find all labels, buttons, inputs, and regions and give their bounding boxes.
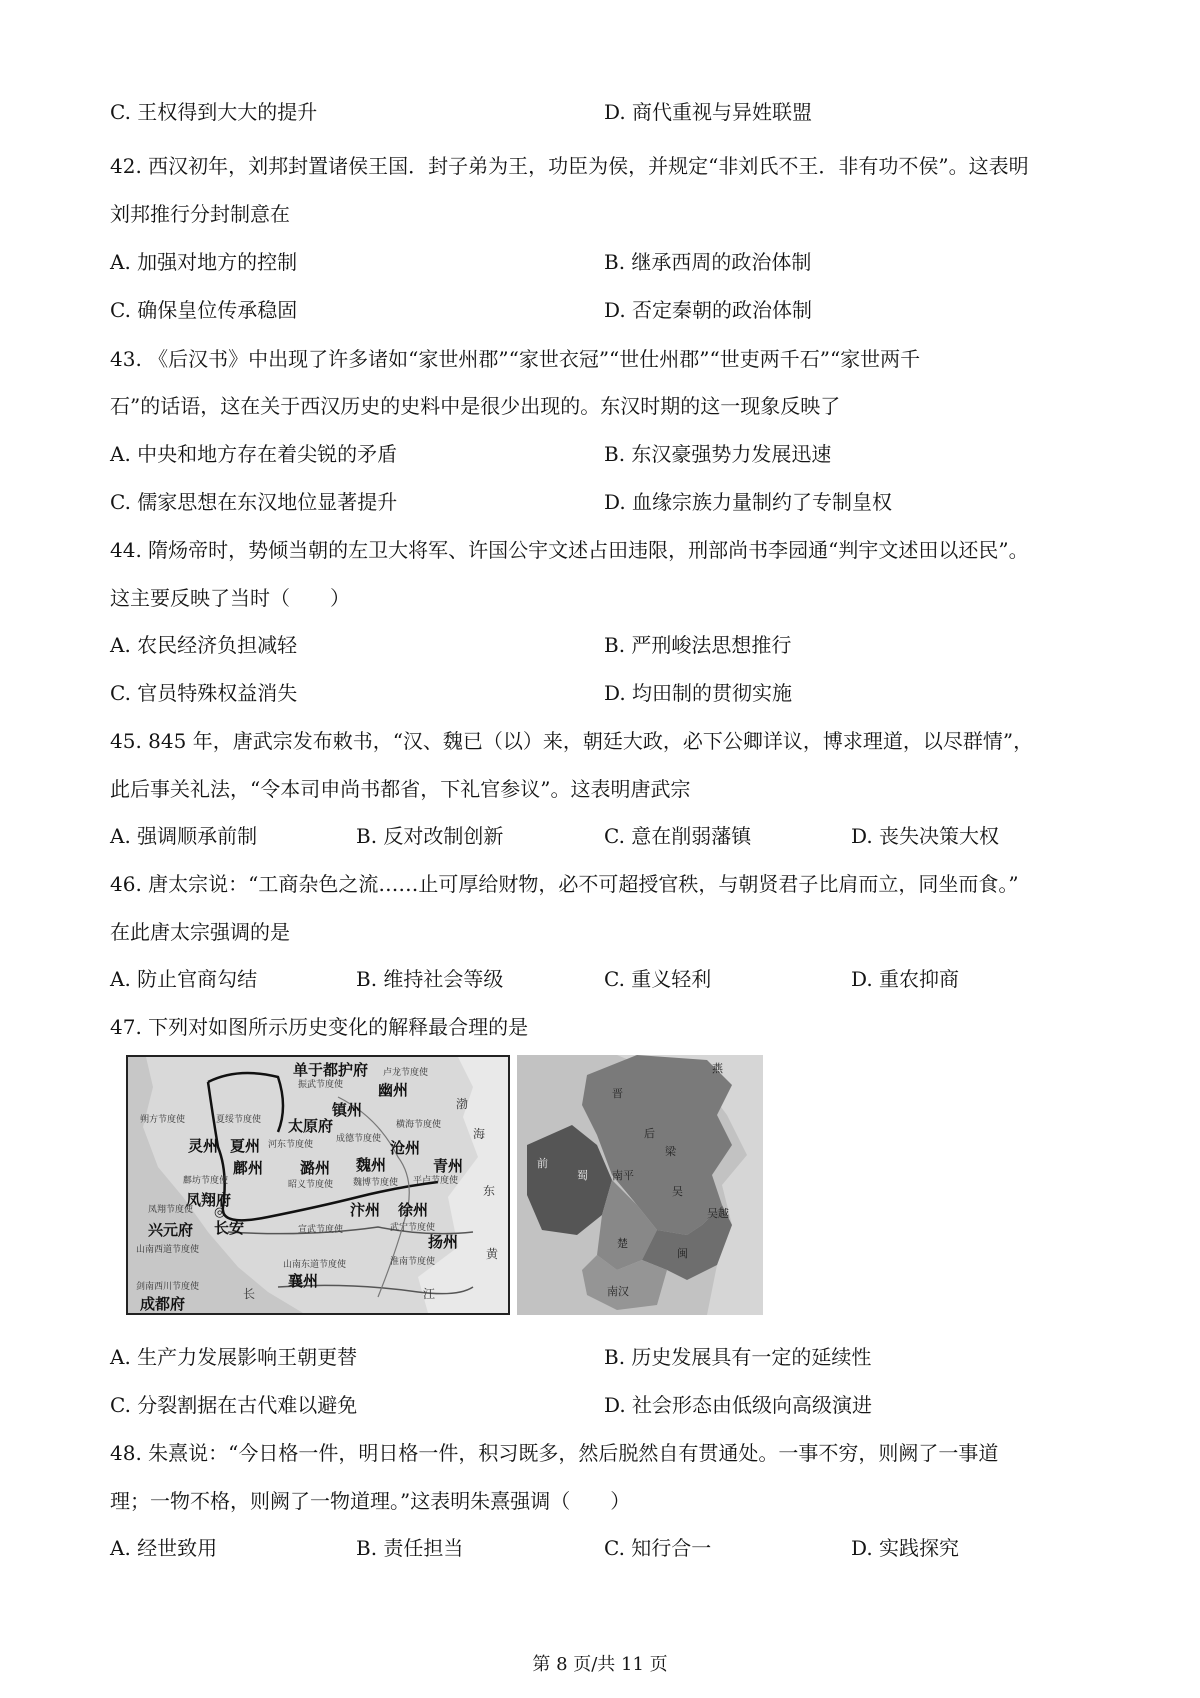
q42-option-c: C. 确保皇位传承稳固 <box>110 298 298 322</box>
region-label: 南汉 <box>607 1285 629 1298</box>
place-label: 单于都护府 <box>293 1061 369 1079</box>
place-label: 汴州 <box>350 1201 381 1219</box>
q47-stem: 47. 下列对如图所示历史变化的解释最合理的是 <box>110 1015 529 1039</box>
q45-option-b: B. 反对改制创新 <box>356 824 504 848</box>
q48-option-d: D. 实践探究 <box>851 1536 960 1560</box>
q46-option-c: C. 重义轻利 <box>604 967 712 991</box>
place-label: 襄州 <box>288 1272 319 1290</box>
circuit-label: 振武节度使 <box>298 1080 344 1090</box>
circuit-label: 河东节度使 <box>268 1140 314 1150</box>
circuit-label: 成德节度使 <box>336 1134 382 1144</box>
q48-option-c: C. 知行合一 <box>604 1536 712 1560</box>
water-label: 海 <box>473 1127 486 1141</box>
q44-stem-line-2: 这主要反映了当时（ ） <box>110 586 350 610</box>
place-label: 成都府 <box>140 1295 186 1313</box>
place-label: 徐州 <box>398 1201 429 1219</box>
region-label: 晋 <box>612 1087 623 1100</box>
region-label: 前 <box>537 1157 548 1170</box>
q48-stem-line-2: 理；一物不格，则阙了一物道理。”这表明朱熹强调（ ） <box>110 1489 631 1513</box>
region-label: 闽 <box>677 1247 688 1260</box>
q44-stem-line-1: 44. 隋炀帝时，势倾当朝的左卫大将军、许国公宇文述占田违限，刑部尚书李园通“判宇文述田以还民”。 <box>110 538 1029 562</box>
q47-option-b: B. 历史发展具有一定的延续性 <box>604 1345 872 1369</box>
q46-stem-line-2: 在此唐太宗强调的是 <box>110 920 290 944</box>
place-label: 青州 <box>433 1157 464 1175</box>
q42-stem-line-1: 42. 西汉初年，刘邦封置诸侯王国．封子弟为王，功臣为侯，并规定“非刘氏不王．非有功不侯”。这表明 <box>110 154 1029 178</box>
q43-stem-line-1: 43. 《后汉书》中出现了许多诸如“家世州郡”“家世衣冠”“世仕州郡”“世吏两千石”“家世两千 <box>110 347 921 371</box>
region-label: 吴越 <box>707 1207 729 1220</box>
q48-option-a: A. 经世致用 <box>110 1536 218 1560</box>
q48-stem-line-1: 48. 朱熹说：“今日格一件，明日格一件，积习既多，然后脱然自有贯通处。一事不穷，则阙了一事道 <box>110 1441 999 1465</box>
circuit-label: 山南东道节度使 <box>283 1260 347 1270</box>
water-label: 东 <box>483 1184 496 1198</box>
q45-option-d: D. 丧失决策大权 <box>851 824 1000 848</box>
q47-option-c: C. 分裂割据在古代难以避免 <box>110 1393 358 1417</box>
q43-option-c: C. 儒家思想在东汉地位显著提升 <box>110 490 398 514</box>
q45-stem-line-1: 45. 845 年，唐武宗发布敕书，“汉、魏已（以）来，朝廷大政，必下公卿详议，博求理道，以尽群情”， <box>110 729 1034 753</box>
circuit-label: 横海节度使 <box>396 1120 442 1130</box>
q47-option-a: A. 生产力发展影响王朝更替 <box>110 1345 358 1369</box>
circuit-label: 淮南节度使 <box>390 1257 436 1267</box>
q44-option-a: A. 农民经济负担减轻 <box>110 633 298 657</box>
region-label: 吴 <box>672 1185 683 1198</box>
circuit-label: 平卢节度使 <box>413 1176 459 1186</box>
q42-option-d: D. 否定秦朝的政治体制 <box>604 298 813 322</box>
region-label: 梁 <box>665 1145 676 1158</box>
region-label: 楚 <box>617 1237 628 1250</box>
q45-option-a: A. 强调顺承前制 <box>110 824 258 848</box>
place-label: 鄜州 <box>233 1159 264 1177</box>
q41-option-d: D. 商代重视与异姓联盟 <box>604 100 813 124</box>
circuit-label: 卢龙节度使 <box>383 1068 429 1078</box>
five-dynasties-map-shapes <box>517 1055 763 1315</box>
q46-option-d: D. 重农抑商 <box>851 967 960 991</box>
region-label: 燕 <box>712 1062 723 1075</box>
q43-option-a: A. 中央和地方存在着尖锐的矛盾 <box>110 442 398 466</box>
place-label: 太原府 <box>288 1117 334 1135</box>
q42-stem-line-2: 刘邦推行分封制意在 <box>110 202 290 226</box>
place-label: 兴元府 <box>148 1221 194 1239</box>
water-label: 长 <box>243 1287 256 1301</box>
water-label: 江 <box>423 1287 436 1301</box>
circuit-label: 山南西道节度使 <box>136 1245 200 1255</box>
q45-stem-line-2: 此后事关礼法，“令本司申尚书都省，下礼官参议”。这表明唐武宗 <box>110 777 691 801</box>
q44-option-c: C. 官员特殊权益消失 <box>110 681 298 705</box>
place-label: 镇州 <box>332 1101 363 1119</box>
place-label: 沧州 <box>390 1139 421 1157</box>
water-label: 黄 <box>486 1247 499 1261</box>
q43-option-d: D. 血缘宗族力量制约了专制皇权 <box>604 490 893 514</box>
q42-option-b: B. 继承西周的政治体制 <box>604 250 812 274</box>
place-label: 凤翔府 <box>186 1191 232 1209</box>
place-label: 扬州 <box>428 1233 459 1251</box>
water-label: 渤 <box>456 1097 469 1111</box>
region-label: 后 <box>644 1127 655 1140</box>
tang-circuits-map <box>126 1055 510 1315</box>
region-label: 南平 <box>612 1169 634 1182</box>
q41-option-c: C. 王权得到大大的提升 <box>110 100 318 124</box>
circuit-label: 夏绥节度使 <box>216 1115 262 1125</box>
q45-option-c: C. 意在削弱藩镇 <box>604 824 752 848</box>
place-label: 夏州 <box>230 1137 261 1155</box>
circuit-label: 武宁节度使 <box>390 1223 436 1233</box>
place-label: 幽州 <box>378 1081 409 1099</box>
capital-marker-icon: ◎ <box>214 1205 226 1220</box>
place-label: 潞州 <box>300 1159 331 1177</box>
q48-option-b: B. 责任担当 <box>356 1536 464 1560</box>
circuit-label: 凤翔节度使 <box>148 1205 194 1215</box>
five-dynasties-map <box>517 1055 763 1315</box>
circuit-label: 魏博节度使 <box>353 1178 399 1188</box>
place-label: 长安 <box>214 1219 245 1237</box>
q42-option-a: A. 加强对地方的控制 <box>110 250 298 274</box>
q43-stem-line-2: 石”的话语，这在关于西汉历史的史料中是很少出现的。东汉时期的这一现象反映了 <box>110 394 841 418</box>
q46-option-a: A. 防止官商勾结 <box>110 967 258 991</box>
q44-option-b: B. 严刑峻法思想推行 <box>604 633 792 657</box>
q44-option-d: D. 均田制的贯彻实施 <box>604 681 793 705</box>
q46-option-b: B. 维持社会等级 <box>356 967 504 991</box>
page-number: 第 8 页/共 11 页 <box>532 1654 668 1675</box>
circuit-label: 昭义节度使 <box>288 1180 334 1190</box>
circuit-label: 朔方节度使 <box>140 1115 186 1125</box>
circuit-label: 剑南西川节度使 <box>136 1282 200 1292</box>
q46-stem-line-1: 46. 唐太宗说：“工商杂色之流……止可厚给财物，必不可超授官秩，与朝贤君子比肩而立，同坐而食。” <box>110 872 1019 896</box>
q47-option-d: D. 社会形态由低级向高级演进 <box>604 1393 873 1417</box>
q43-option-b: B. 东汉豪强势力发展迅速 <box>604 442 832 466</box>
place-label: 魏州 <box>356 1156 387 1174</box>
place-label: 灵州 <box>188 1137 219 1155</box>
region-label: 蜀 <box>577 1169 588 1182</box>
circuit-label: 鄜坊节度使 <box>183 1176 229 1186</box>
circuit-label: 宣武节度使 <box>298 1225 344 1235</box>
